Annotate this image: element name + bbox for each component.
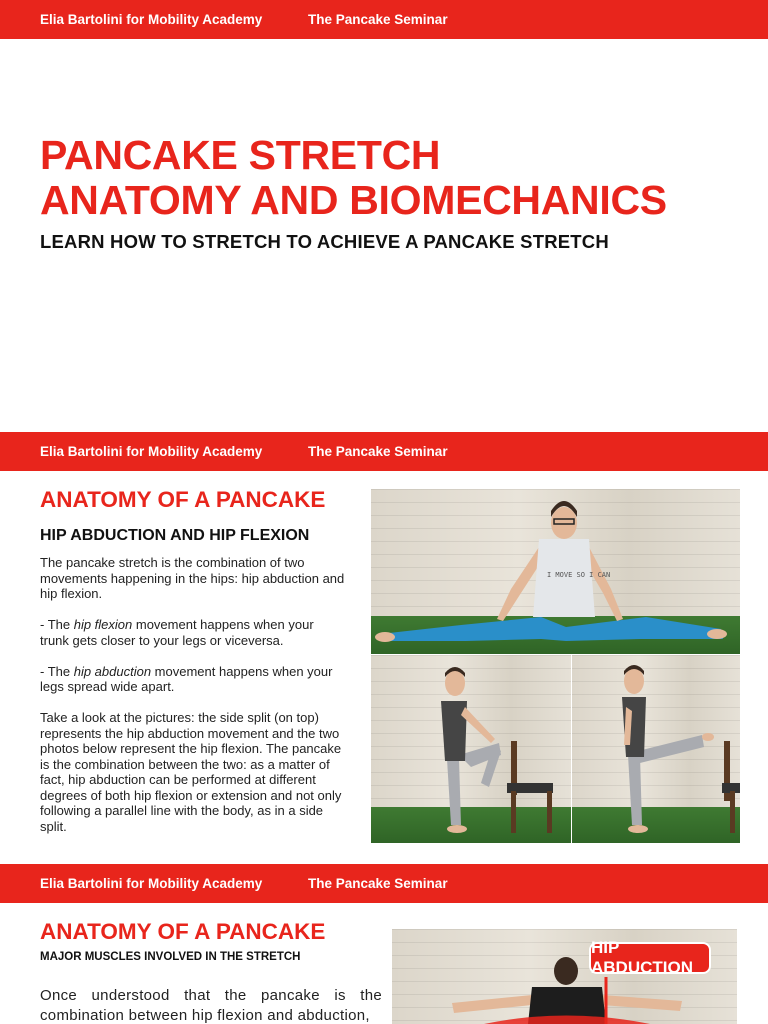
text-span: movement happens when your legs spread wide apart.: [40, 663, 333, 694]
text-span: - The: [40, 663, 74, 679]
cover-title-line-2: ANATOMY AND BIOMECHANICS: [40, 177, 667, 223]
cover-title-line-1: PANCAKE STRETCH: [40, 132, 441, 178]
person-knee-raise-illustration: [371, 655, 571, 843]
banner-course: The Pancake Seminar: [308, 444, 448, 459]
paragraph: Take a look at the pictures: the side split (on top) represents the hip abduction movement and the two photos below represent the hip flexion. The pancake is the combination between the two: as a matter of fact, hip abduction can be performed at different degrees of both hip flexion or extension and not only following a parallel line with the body, as in a side split.: [40, 710, 342, 834]
banner-author: Elia Bartolini for Mobility Academy: [40, 876, 263, 891]
text-span: - The: [40, 617, 74, 632]
header-banner: [0, 0, 768, 39]
emphasis: hip flexion: [73, 617, 133, 632]
banner-author: Elia Bartolini for Mobility Academy: [40, 444, 263, 459]
header-banner: [0, 864, 768, 903]
hip-flexion-photo-straight-leg: [572, 655, 740, 843]
header-banner: [0, 432, 768, 471]
shirt-text: I MOVE SO I CAN: [547, 571, 611, 579]
side-split-photo: [371, 489, 740, 654]
banner-course: The Pancake Seminar: [308, 876, 448, 891]
hip-abduction-label: HIP ABDUCTION: [589, 942, 711, 974]
banner-course: The Pancake Seminar: [308, 12, 448, 27]
section-subtitle: MAJOR MUSCLES INVOLVED IN THE STRETCH: [40, 951, 301, 963]
paragraph: The pancake stretch is the combination of two movements happening in the hips: hip abduction and hip flexion.: [40, 555, 345, 601]
section-subtitle: HIP ABDUCTION AND HIP FLEXION: [40, 527, 310, 544]
emphasis: hip abduction: [73, 663, 152, 679]
cover-title: [40, 133, 667, 223]
paragraph: [40, 617, 345, 648]
text-span: movement happens when your trunk gets closer to your legs or viceversa.: [40, 617, 314, 648]
banner-author: Elia Bartolini for Mobility Academy: [40, 12, 263, 27]
section-body: [40, 555, 345, 850]
section-title: ANATOMY OF A PANCAKE: [40, 919, 326, 944]
paragraph: [40, 664, 345, 695]
person-side-split-illustration: [371, 489, 740, 654]
hip-abduction-photo: [392, 929, 737, 1024]
hip-flexion-photo-knee: [371, 655, 571, 843]
cover-subtitle: LEARN HOW TO STRETCH TO ACHIEVE A PANCAKE STRETCH: [40, 231, 609, 252]
section-title: ANATOMY OF A PANCAKE: [40, 487, 326, 512]
person-leg-raise-illustration: [572, 655, 740, 843]
section-body: Once understood that the pancake is the combination between hip flexion and abduction,: [40, 987, 382, 1024]
